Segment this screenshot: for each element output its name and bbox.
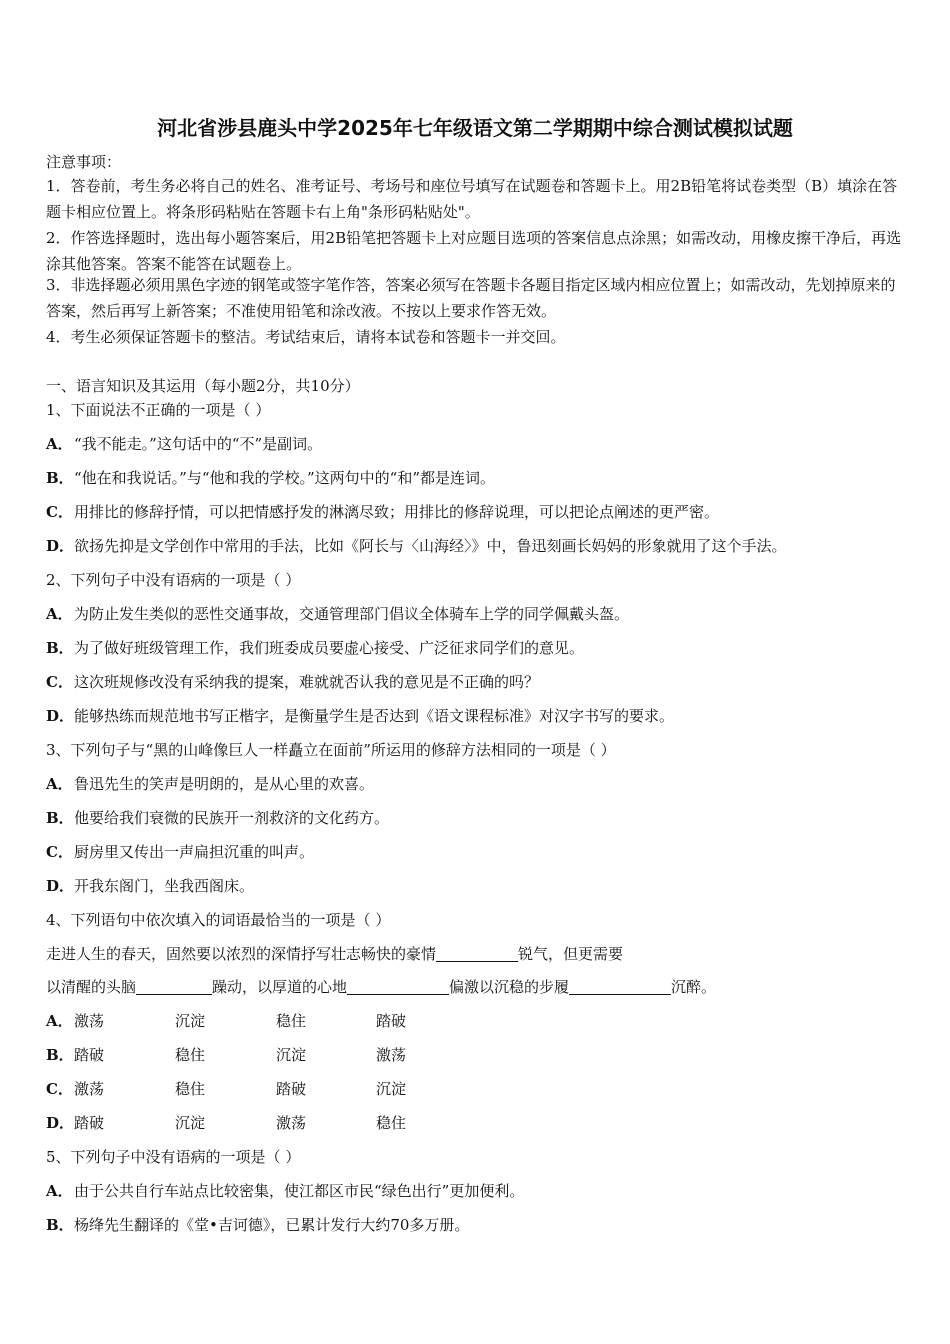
q5-option-a bbox=[46, 1181, 524, 1201]
option-letter: A． bbox=[46, 435, 73, 453]
q4-passage-line-1 bbox=[46, 944, 623, 964]
option-text: 开我东阁门，坐我西阁床。 bbox=[74, 877, 255, 895]
option-text: 鲁迅先生的笑声是明朗的，是从心里的欢喜。 bbox=[74, 775, 375, 793]
option-text: 这次班规修改没有采纳我的提案，难就就否认我的意见是不正确的吗？ bbox=[74, 673, 540, 691]
answer-blank bbox=[347, 978, 449, 995]
option-letter: D． bbox=[46, 707, 75, 725]
answer-blank bbox=[436, 945, 518, 962]
option-letter: C． bbox=[46, 503, 73, 521]
notice-item-1: 1．答卷前，考生务必将自己的姓名、准考证号、考场号和座位号填写在试题卷和答题卡上。用2B铅笔将试卷类型（B）填涂在答题卡相应位置上。将条形码粘贴在答题卡右上角"条形码粘贴处"。 bbox=[46, 177, 898, 221]
passage-text: 以清醒的头脑 bbox=[46, 978, 137, 996]
q3-option-a bbox=[46, 774, 374, 794]
q2-option-a bbox=[46, 604, 629, 624]
passage-text: 锐气，但更需要 bbox=[518, 945, 624, 963]
option-word: 激荡 bbox=[74, 1012, 105, 1030]
option-text: 厨房里又传出一声扁担沉重的叫声。 bbox=[74, 843, 315, 861]
option-letter: B． bbox=[46, 469, 74, 487]
option-letter: A． bbox=[46, 1012, 73, 1030]
q4-passage-line-2 bbox=[46, 977, 716, 997]
option-text: 由于公共自行车站点比较密集，使江都区市民“绿色出行”更加便利。 bbox=[74, 1182, 525, 1200]
option-text: “他在和我说话。”与“他和我的学校。”这两句中的“和”都是连词。 bbox=[74, 469, 496, 487]
option-letter: A． bbox=[46, 605, 73, 623]
option-word: 踏破 bbox=[276, 1080, 307, 1098]
option-text: 为防止发生类似的恶性交通事故，交通管理部门倡议全体骑车上学的同学佩戴头盔。 bbox=[74, 605, 630, 623]
notice-item-2: 2．作答选择题时，选出每小题答案后，用2B铅笔把答题卡上对应题目选项的答案信息点涂黑；如需改动，用橡皮擦干净后，再选涂其他答案。答案不能答在试题卷上。 bbox=[46, 229, 902, 273]
option-letter: B． bbox=[46, 639, 74, 657]
page-title: 河北省涉县鹿头中学2025年七年级语文第二学期期中综合测试模拟试题 bbox=[157, 116, 793, 140]
option-word: 稳住 bbox=[276, 1012, 307, 1030]
option-letter: C． bbox=[46, 843, 73, 861]
notice-item-3: 3．非选择题必须用黑色字迹的钢笔或签字笔作答，答案必须写在答题卡各题目指定区域内相应位置上；如需改动，先划掉原来的答案，然后再写上新答案；不准使用铅笔和涂改液。不按以上要求作答无效。 bbox=[46, 276, 896, 320]
q3-option-c bbox=[46, 842, 314, 862]
option-word: 沉淀 bbox=[376, 1080, 407, 1098]
q1-option-a bbox=[46, 434, 322, 454]
option-word: 激荡 bbox=[74, 1080, 105, 1098]
option-letter: C． bbox=[46, 673, 73, 691]
passage-text: 躁动，以厚道的心地 bbox=[212, 978, 348, 996]
option-text: 用排比的修辞抒情，可以把情感抒发的淋漓尽致；用排比的修辞说理，可以把论点阐述的更严密。 bbox=[74, 503, 720, 521]
q1-option-c bbox=[46, 502, 719, 522]
option-word: 踏破 bbox=[74, 1114, 105, 1132]
passage-text: 走进人生的春天，固然要以浓烈的深情抒写壮志畅快的豪情 bbox=[46, 945, 437, 963]
option-text: 能够热练而规范地书写正楷字，是衡量学生是否达到《语文课程标准》对汉字书写的要求。 bbox=[74, 707, 675, 725]
option-word: 沉淀 bbox=[276, 1046, 307, 1064]
question-5-stem: 5、下列句子中没有语病的一项是（ ） bbox=[46, 1148, 301, 1166]
option-letter: A． bbox=[46, 1182, 73, 1200]
option-letter: C． bbox=[46, 1080, 73, 1098]
option-word: 稳住 bbox=[175, 1080, 206, 1098]
q1-option-d bbox=[46, 536, 787, 556]
question-1-stem: 1、下面说法不正确的一项是（ ） bbox=[46, 401, 271, 419]
q1-option-b bbox=[46, 468, 495, 488]
option-letter: B． bbox=[46, 1046, 74, 1064]
option-letter: B． bbox=[46, 1216, 74, 1234]
option-word: 沉淀 bbox=[175, 1114, 206, 1132]
option-letter: D． bbox=[46, 537, 75, 555]
q2-option-c bbox=[46, 672, 539, 692]
option-word: 激荡 bbox=[276, 1114, 307, 1132]
option-word: 踏破 bbox=[376, 1012, 407, 1030]
option-letter: A． bbox=[46, 775, 73, 793]
q2-option-d bbox=[46, 706, 674, 726]
passage-text: 偏激以沉稳的步履 bbox=[449, 978, 570, 996]
q5-option-b bbox=[46, 1215, 469, 1235]
option-word: 稳住 bbox=[376, 1114, 407, 1132]
option-word: 踏破 bbox=[74, 1046, 105, 1064]
question-3-stem: 3、下列句子与“黑的山峰像巨人一样矗立在面前”所运用的修辞方法相同的一项是（ ） bbox=[46, 741, 616, 759]
option-text: 为了做好班级管理工作，我们班委成员要虚心接受、广泛征求同学们的意见。 bbox=[74, 639, 585, 657]
q3-option-d bbox=[46, 876, 254, 896]
notice-item-4: 4．考生必须保证答题卡的整洁。考试结束后，请将本试卷和答题卡一并交回。 bbox=[46, 328, 566, 346]
option-word: 激荡 bbox=[376, 1046, 407, 1064]
question-4-stem: 4、下列语句中依次填入的词语最恰当的一项是（ ） bbox=[46, 911, 391, 929]
option-text: 他要给我们衰微的民族开一剂救济的文化药方。 bbox=[74, 809, 390, 827]
option-text: 欲扬先抑是文学创作中常用的手法，比如《阿长与〈山海经〉》中，鲁迅刻画长妈妈的形象就用了这个手法。 bbox=[74, 537, 787, 555]
option-letter: D． bbox=[46, 877, 75, 895]
notice-heading: 注意事项： bbox=[46, 153, 122, 171]
passage-text: 沉醉。 bbox=[671, 978, 717, 996]
question-2-stem: 2、下列句子中没有语病的一项是（ ） bbox=[46, 571, 301, 589]
option-letter: D． bbox=[46, 1114, 75, 1132]
q2-option-b bbox=[46, 638, 584, 658]
option-text: 杨绛先生翻译的《堂•吉诃德》，已累计发行大约70多万册。 bbox=[74, 1216, 470, 1234]
option-text: “我不能走。”这句话中的“不”是副词。 bbox=[74, 435, 323, 453]
answer-blank bbox=[136, 978, 212, 995]
section-heading: 一、语言知识及其运用（每小题2分，共10分） bbox=[46, 377, 360, 395]
option-letter: B． bbox=[46, 809, 74, 827]
option-word: 稳住 bbox=[175, 1046, 206, 1064]
answer-blank bbox=[569, 978, 671, 995]
option-word: 沉淀 bbox=[175, 1012, 206, 1030]
q3-option-b bbox=[46, 808, 389, 828]
